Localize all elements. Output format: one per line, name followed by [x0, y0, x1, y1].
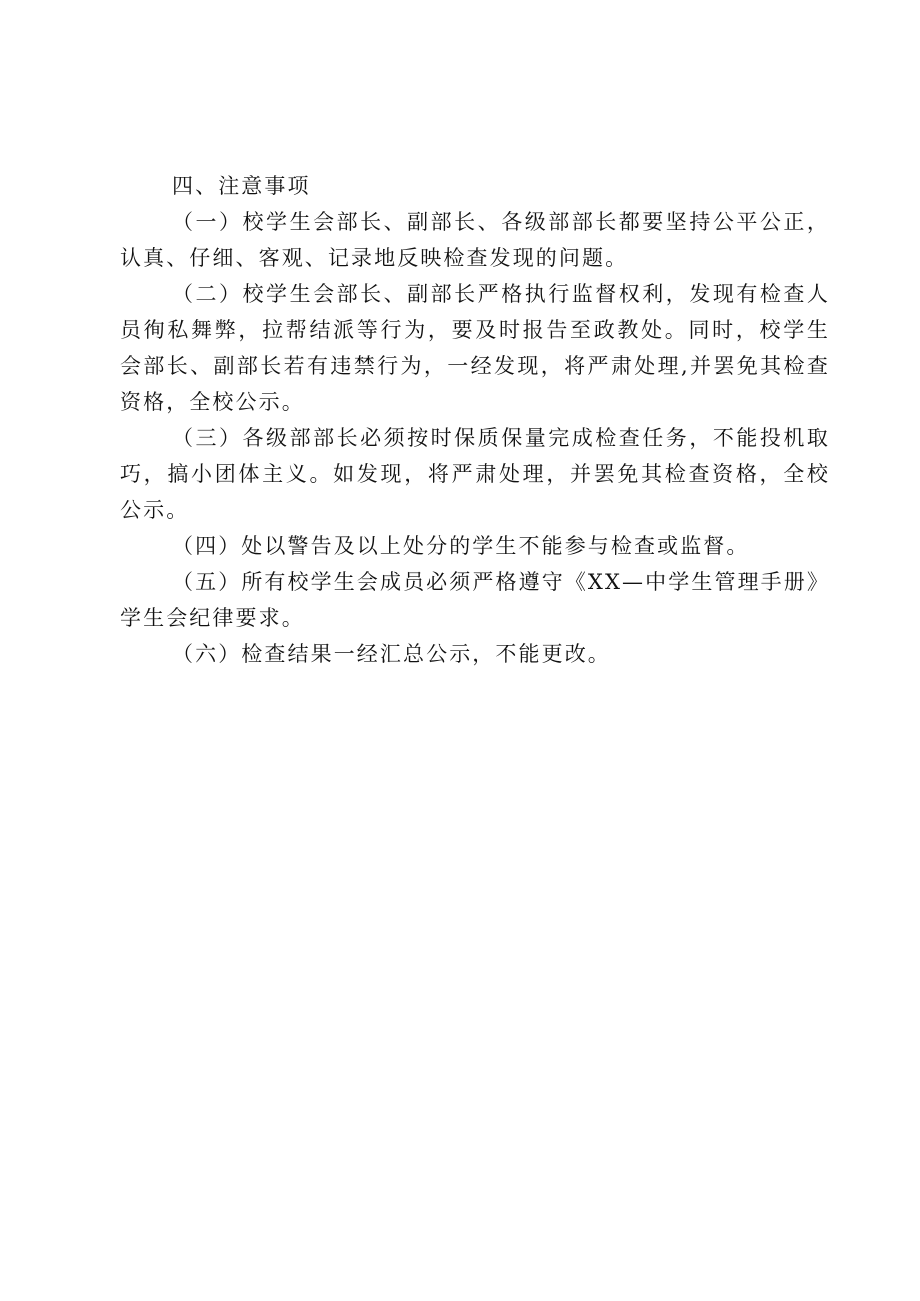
paragraph-4: （四）处以警告及以上处分的学生不能参与检查或监督。	[172, 534, 750, 558]
paragraph-6: （六）检查结果一经汇总公示，不能更改。	[172, 642, 611, 666]
paragraph-5: （五）所有校学生会成员必须严格遵守《XX—中学生管理手册》学生会纪律要求。	[120, 570, 830, 630]
paragraph-2: （二）校学生会部长、副部长严格执行监督权利，发现有检查人员徇私舞弊，拉帮结派等行为，要及时报告至政教处。同时，校学生会部长、副部长若有违禁行为，一经发现，将严肃处理,并罢免其检查资格，全校公示。	[120, 282, 830, 414]
paragraph-1: （一）校学生会部长、副部长、各级部部长都要坚持公平公正，认真、仔细、客观、记录地反映检查发现的问题。	[120, 210, 830, 270]
document-body	[120, 168, 830, 672]
paragraph-3: （三）各级部部长必须按时保质保量完成检查任务，不能投机取巧，搞小团体主义。如发现，将严肃处理，并罢免其检查资格，全校公示。	[120, 426, 830, 522]
section-heading: 四、注意事项	[172, 174, 311, 198]
